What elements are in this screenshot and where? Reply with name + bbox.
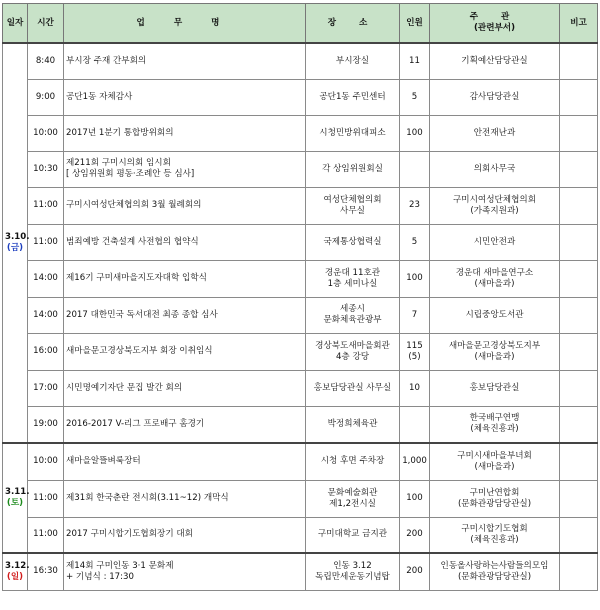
place-text: 홍보담당관실 사무실 xyxy=(313,382,392,393)
schedule-container xyxy=(2,3,597,591)
schedule-row xyxy=(3,443,598,480)
people-text: 200 xyxy=(406,529,423,540)
place-text: 공단1동 주민센터 xyxy=(319,91,386,102)
task-text: 2017 대한민국 독서대전 최종 종합 심사 xyxy=(66,309,218,320)
people-cell xyxy=(400,480,430,517)
people-text: 200 xyxy=(406,566,423,577)
schedule-row xyxy=(3,406,598,443)
note-cell xyxy=(560,553,598,590)
time-cell: 16:30 xyxy=(28,553,64,590)
place-cell xyxy=(306,333,400,370)
people-cell xyxy=(400,43,430,79)
task-text: 새마을알뜰벼룩장터 xyxy=(66,456,141,467)
host-cell xyxy=(430,370,560,406)
task-text: + 기념식 : 17:30 xyxy=(66,571,134,582)
people-text: 115 xyxy=(406,340,423,351)
schedule-row xyxy=(3,187,598,224)
host-cell xyxy=(430,224,560,260)
schedule-row xyxy=(3,480,598,517)
place-text: 경상북도새마을회관 xyxy=(315,340,390,351)
task-cell xyxy=(64,406,306,443)
day-date: 3.11. xyxy=(5,487,30,497)
people-cell xyxy=(400,297,430,333)
host-cell xyxy=(430,297,560,333)
place-text: 시청민방위대피소 xyxy=(319,127,386,138)
time-cell: 11:00 xyxy=(28,480,64,517)
task-text: 2017 구미시합기도협회장기 대회 xyxy=(66,529,193,540)
task-cell xyxy=(64,297,306,333)
people-cell xyxy=(400,517,430,553)
day-date: 3.12. xyxy=(5,560,30,571)
task-text: 제31회 한국춘란 전시회(3.11~12) 개막식 xyxy=(66,493,229,503)
task-text: 부시장 주재 간부회의 xyxy=(66,55,147,66)
task-cell xyxy=(64,517,306,553)
schedule-row xyxy=(3,297,598,333)
host-text: 기획예산담당관실 xyxy=(461,55,528,66)
task-cell xyxy=(64,553,306,590)
task-cell xyxy=(64,151,306,187)
people-text: 11 xyxy=(409,55,420,66)
people-text: 100 xyxy=(406,127,423,138)
people-cell xyxy=(400,79,430,115)
host-text: (문화관광담당관실) xyxy=(457,498,532,509)
host-cell xyxy=(430,79,560,115)
task-cell xyxy=(64,260,306,297)
host-cell xyxy=(430,553,560,590)
host-cell xyxy=(430,480,560,517)
place-text: 구미대학교 금지관 xyxy=(317,529,388,540)
host-cell xyxy=(430,151,560,187)
task-text: 제211회 구미시의회 임시회 xyxy=(66,158,171,168)
note-cell xyxy=(560,115,598,151)
place-cell xyxy=(306,79,400,115)
people-text: 7 xyxy=(411,309,418,320)
schedule-row xyxy=(3,151,598,187)
schedule-row xyxy=(3,43,598,79)
host-text: 안전재난과 xyxy=(473,127,516,138)
header-time: 시간 xyxy=(28,4,64,44)
people-cell xyxy=(400,260,430,297)
time-cell: 16:00 xyxy=(28,333,64,370)
day-of-week: (토) xyxy=(6,498,24,508)
host-text: 구미시새마을부녀회 xyxy=(457,450,532,461)
schedule-row xyxy=(3,115,598,151)
header-host-line2: (관련부서) xyxy=(473,23,516,33)
host-text: (새마을과) xyxy=(474,278,515,289)
host-text: 구미시합기도협회 xyxy=(461,523,528,534)
task-text: 새마을문고경상북도지부 회장 이취임식 xyxy=(66,346,213,356)
place-text: 사무실 xyxy=(340,205,365,216)
place-cell xyxy=(306,260,400,297)
time-cell: 8:40 xyxy=(28,43,64,79)
people-cell xyxy=(400,333,430,370)
task-text: 범죄예방 건축설계 사전협의 협약식 xyxy=(66,236,199,247)
place-cell xyxy=(306,224,400,260)
note-cell xyxy=(560,517,598,553)
host-text: (문화관광담당관실) xyxy=(457,571,532,582)
host-cell xyxy=(430,187,560,224)
place-cell xyxy=(306,187,400,224)
day-of-week: (금) xyxy=(6,243,24,253)
note-cell xyxy=(560,443,598,480)
host-text: 인동올사랑하는사람들의모임 xyxy=(440,560,549,571)
header-host xyxy=(430,4,560,44)
host-cell xyxy=(430,333,560,370)
place-cell xyxy=(306,553,400,590)
place-text: 시청 후면 주차장 xyxy=(320,456,385,467)
task-cell xyxy=(64,480,306,517)
place-text: 문화예술회관 xyxy=(327,487,378,498)
host-cell xyxy=(430,260,560,297)
host-cell xyxy=(430,443,560,480)
host-text: 한국배구연맹 xyxy=(469,413,520,424)
people-cell xyxy=(400,187,430,224)
task-text: 제14회 구미인동 3·1 문화제 xyxy=(66,560,174,571)
people-cell xyxy=(400,553,430,590)
note-cell xyxy=(560,224,598,260)
people-text: 5 xyxy=(411,91,418,102)
host-text: (가족지원과) xyxy=(470,205,519,216)
note-cell xyxy=(560,260,598,297)
place-cell xyxy=(306,43,400,79)
host-text: (새마을과) xyxy=(474,351,515,362)
schedule-table xyxy=(2,3,598,591)
schedule-row xyxy=(3,260,598,297)
day-of-week: (일) xyxy=(6,571,24,582)
header-place: 장 소 xyxy=(306,4,400,44)
note-cell xyxy=(560,151,598,187)
host-cell xyxy=(430,517,560,553)
people-text: (5) xyxy=(408,351,421,362)
task-text: [ 상임위원회 평동·조례안 등 심사] xyxy=(66,169,195,179)
schedule-body xyxy=(3,43,598,590)
place-text: 세종시 xyxy=(340,304,365,314)
schedule-row xyxy=(3,333,598,370)
host-text: 경운대 새마을연구소 xyxy=(455,267,534,278)
task-text: 2016-2017 V-리그 프로배구 홈경기 xyxy=(66,418,205,429)
place-text: 인동 3.12 xyxy=(333,560,372,571)
place-cell xyxy=(306,115,400,151)
host-cell xyxy=(430,43,560,79)
time-cell: 11:00 xyxy=(28,517,64,553)
header-row xyxy=(3,4,598,44)
host-text: 시민안전과 xyxy=(473,236,516,247)
time-cell: 14:00 xyxy=(28,260,64,297)
place-text: 1층 세미나실 xyxy=(327,278,378,289)
host-text: (새마을과) xyxy=(474,461,515,472)
place-cell xyxy=(306,480,400,517)
note-cell xyxy=(560,187,598,224)
place-cell xyxy=(306,297,400,333)
note-cell xyxy=(560,79,598,115)
place-text: 국제통상협력실 xyxy=(323,236,382,247)
place-cell xyxy=(306,370,400,406)
place-text: 부시장실 xyxy=(335,55,370,66)
task-cell xyxy=(64,443,306,480)
time-cell: 17:00 xyxy=(28,370,64,406)
time-cell: 19:00 xyxy=(28,406,64,443)
place-text: 독립만세운동기념탑 xyxy=(315,571,390,582)
task-text: 2017년 1분기 통합방위회의 xyxy=(66,127,174,138)
place-cell xyxy=(306,443,400,480)
day-cell xyxy=(3,553,28,590)
people-text: 5 xyxy=(411,236,418,247)
day-cell xyxy=(3,443,28,553)
place-cell xyxy=(306,406,400,443)
place-text: 여성단체협의회 xyxy=(323,194,382,205)
place-text: 박정희체육관 xyxy=(327,418,378,429)
host-text: 새마을문고경상북도지부 xyxy=(448,340,541,351)
time-cell: 11:00 xyxy=(28,224,64,260)
time-cell: 11:00 xyxy=(28,187,64,224)
header-task: 업 무 명 xyxy=(64,4,306,44)
time-cell: 10:30 xyxy=(28,151,64,187)
place-text: 경운대 11호관 xyxy=(324,267,381,278)
host-text: (체육진흥과) xyxy=(470,424,519,435)
people-text: 1,000 xyxy=(402,456,427,467)
host-text: 시립중앙도서관 xyxy=(465,309,524,320)
place-cell xyxy=(306,151,400,187)
place-cell xyxy=(306,517,400,553)
task-text: 시민명예기자단 문집 발간 회의 xyxy=(66,382,183,393)
people-cell xyxy=(400,224,430,260)
host-text: 의회사무국 xyxy=(473,163,516,174)
place-text: 각 상임위원회실 xyxy=(322,163,383,174)
time-cell: 14:00 xyxy=(28,297,64,333)
schedule-row xyxy=(3,79,598,115)
task-cell xyxy=(64,115,306,151)
schedule-row xyxy=(3,553,598,590)
task-cell xyxy=(64,43,306,79)
time-cell: 10:00 xyxy=(28,443,64,480)
header-people: 인원 xyxy=(400,4,430,44)
header-date: 일자 xyxy=(3,4,28,44)
header-note: 비고 xyxy=(560,4,598,44)
people-text: 10 xyxy=(409,382,420,393)
host-cell xyxy=(430,115,560,151)
task-cell xyxy=(64,224,306,260)
day-cell xyxy=(3,43,28,443)
people-cell xyxy=(400,443,430,480)
people-text: 100 xyxy=(406,493,423,503)
people-cell xyxy=(400,406,430,443)
people-text: 100 xyxy=(406,273,423,283)
task-cell xyxy=(64,187,306,224)
people-cell xyxy=(400,370,430,406)
header-host-line1: 주 관 xyxy=(469,12,520,22)
note-cell xyxy=(560,480,598,517)
note-cell xyxy=(560,370,598,406)
time-cell: 9:00 xyxy=(28,79,64,115)
day-date: 3.10. xyxy=(5,232,30,242)
note-cell xyxy=(560,333,598,370)
place-text: 4층 강당 xyxy=(335,351,370,362)
task-cell xyxy=(64,370,306,406)
time-cell: 10:00 xyxy=(28,115,64,151)
people-text: 23 xyxy=(409,200,420,210)
place-text: 문화체육관광부 xyxy=(323,315,382,325)
host-text: 구미시여성단체협의회 xyxy=(452,194,537,205)
task-text: 구미시여성단체협의회 3월 월례회의 xyxy=(66,200,202,210)
task-cell xyxy=(64,79,306,115)
schedule-row xyxy=(3,517,598,553)
task-text: 제16기 구미새마을지도자대학 입학식 xyxy=(66,273,207,283)
people-cell xyxy=(400,151,430,187)
host-text: (체육진흥과) xyxy=(470,534,519,545)
note-cell xyxy=(560,297,598,333)
note-cell xyxy=(560,43,598,79)
note-cell xyxy=(560,406,598,443)
schedule-row xyxy=(3,224,598,260)
host-text: 구미난연합회 xyxy=(469,487,520,498)
task-cell xyxy=(64,333,306,370)
host-cell xyxy=(430,406,560,443)
people-cell xyxy=(400,115,430,151)
task-text: 공단1동 자체감사 xyxy=(66,91,133,102)
place-text: 제1,2전시실 xyxy=(329,498,376,509)
host-text: 감사담당관실 xyxy=(469,91,520,102)
schedule-row xyxy=(3,370,598,406)
host-text: 홍보담당관실 xyxy=(469,382,520,393)
